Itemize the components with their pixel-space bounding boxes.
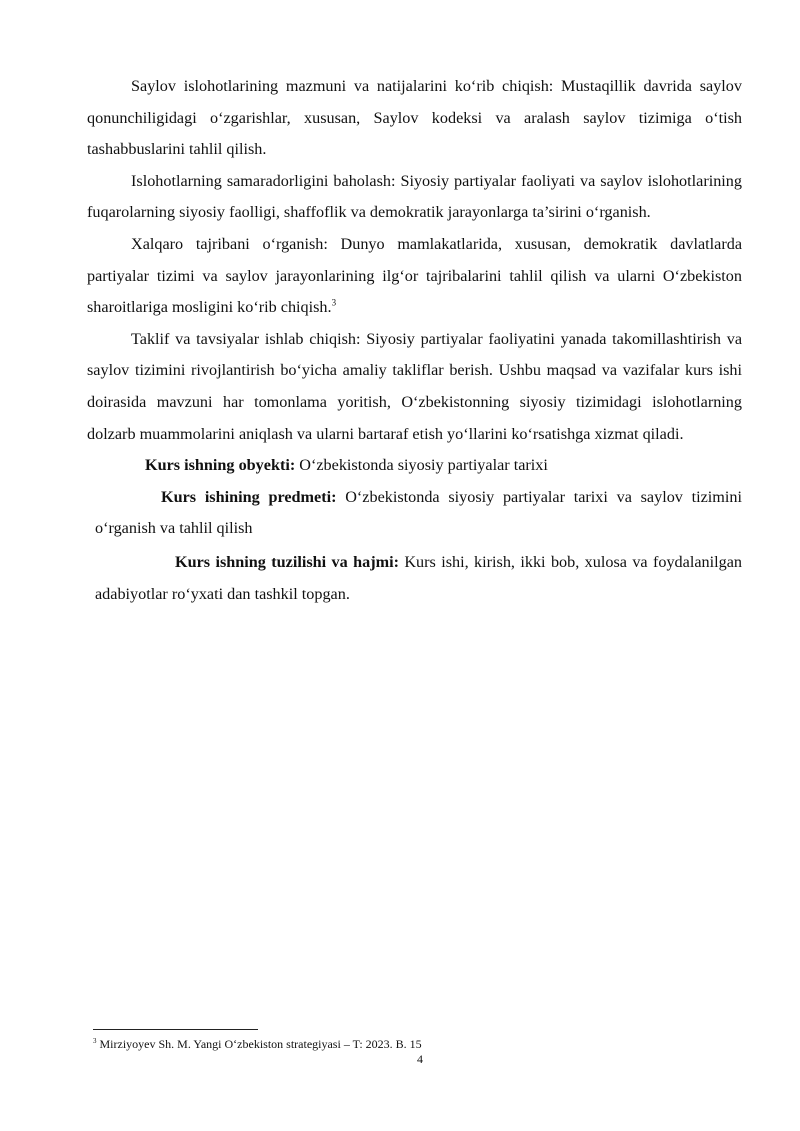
- course-structure: [87, 547, 742, 610]
- footnote: [93, 1037, 422, 1051]
- page-number: 4: [417, 1052, 423, 1066]
- course-object-text: O‘zbekistonda siyosiy partiyalar tarixi: [295, 456, 548, 475]
- paragraph-text: Taklif va tavsiyalar ishlab chiqish: Siyosiy partiyalar faoliyatini yanada takomillashtirish va saylov tizimini rivojlantirish bo‘yicha amaliy takliflar berish. Ushbu maqsad va vazifalar kurs ishi doirasida mavzuni har tomonlama yoritish, O‘zbekistonning siyosiy tizimidagi islohotlarning dolzarb muammolarini aniqlash va ularni bartaraf etish yo‘llarini ko‘rsatishga xizmat qiladi.: [87, 329, 742, 443]
- course-subject: [87, 482, 742, 545]
- course-structure-label: Kurs ishning tuzilishi va hajmi:: [175, 552, 399, 571]
- paragraph-text: Saylov islohotlarining mazmuni va natijalarini ko‘rib chiqish: Mustaqillik davrida saylov qonunchiligidagi o‘zgarishlar, xususan, Saylov kodeksi va aralash saylov tizimiga o‘tish tashabbuslarini tahlil qilish.: [87, 77, 742, 159]
- paragraph-text: Xalqaro tajribani o‘rganish: Dunyo mamlakatlarida, xususan, demokratik davlatlarda partiyalar tizimi va saylov jarayonlarining ilg‘or tajribalarini tahlil qilish va ularni O‘zbekiston sharoitlariga mosligini ko‘rib chiqish.: [87, 234, 742, 317]
- footnote-separator: [93, 1029, 258, 1030]
- paragraph-text: Islohotlarning samaradorligini baholash: Siyosiy partiyalar faoliyati va saylov islohotlarining fuqarolarning siyosiy faolligi, shaffoflik va demokratik jarayonlarga ta’sirini o‘rganish.: [87, 171, 742, 222]
- footnote-number: 3: [93, 1037, 97, 1045]
- paragraph-international-experience: [87, 229, 742, 324]
- paragraph-reform-effectiveness: [87, 166, 742, 229]
- course-subject-label: Kurs ishining predmeti:: [161, 487, 337, 506]
- paragraph-electoral-reforms: [87, 71, 742, 166]
- course-structure-text: Kurs ishi, kirish, ikki bob, xulosa va foydalanilgan adabiyotlar ro‘yxati dan tashkil topgan.: [95, 552, 742, 603]
- body-text: [87, 71, 742, 610]
- paragraph-proposals: [87, 324, 742, 450]
- footnote-reference: 3: [331, 297, 337, 308]
- course-object-label: Kurs ishning obyekti:: [145, 456, 296, 475]
- footnote-text: Mirziyoyev Sh. M. Yangi O‘zbekiston strategiyasi – T: 2023. B. 15: [96, 1037, 422, 1051]
- course-subject-text: O‘zbekistonda siyosiy partiyalar tarixi va saylov tizimini o‘rganish va tahlil qilish: [95, 487, 742, 538]
- course-object: [87, 450, 742, 482]
